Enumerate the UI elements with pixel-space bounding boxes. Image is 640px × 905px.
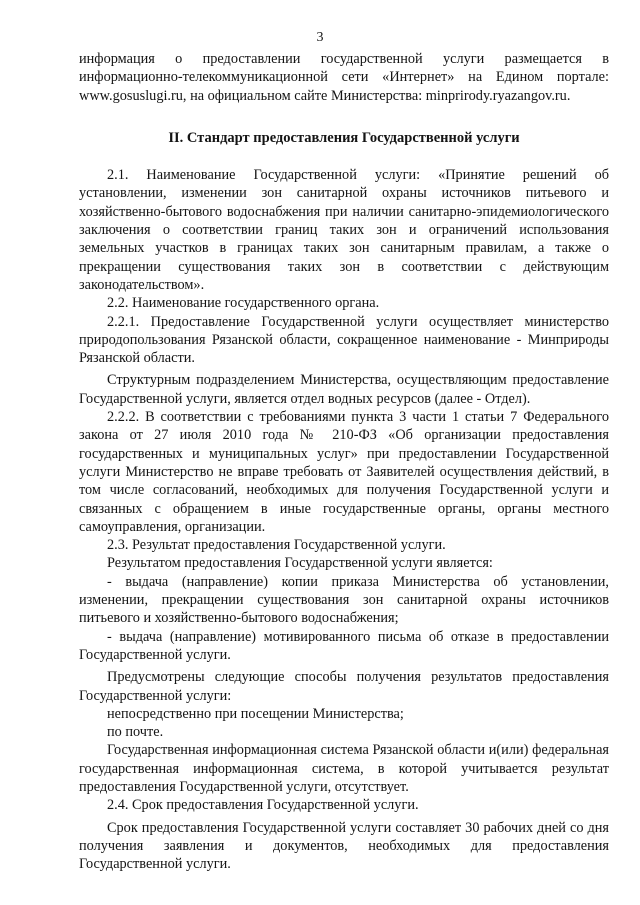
paragraph-result-intro: Результатом предоставления Государственной услуги является: <box>107 555 493 572</box>
paragraph-2-1: 2.1. Наименование Государственной услуги: «Принятие решений об установлении, изменении зон санитарной охраны источников питьевого и хозяйственно-бытового водоснабжения при наличии санитарно-эпидемиологического заключения о соответствии границ таких зон и ограничений использования земельных участков в границах таких зон санитарным правилам, а также о прекращении существования таких зон в соответствии с действующим законодательством». <box>79 167 609 293</box>
paragraph-method-1: непосредственно при посещении Министерства; <box>107 705 404 722</box>
paragraph-methods: Предусмотрены следующие способы получения результатов предоставления Государственной услуги: <box>79 669 609 704</box>
page-number: 3 <box>316 30 324 45</box>
document-body <box>79 50 609 873</box>
intro-paragraph: информация о предоставлении государственной услуги размещается в информационно-телекоммуникационной сети «Интернет» на Едином портале: www.gosuslugi.ru, на официальном сайте Министерства: minprirody.ryazangov.ru. <box>79 51 609 104</box>
section-title: II. Стандарт предоставления Государственной услуги <box>168 129 520 146</box>
paragraph-result-item-2: - выдача (направление) мотивированного письма об отказе в предоставлении Государственной услуги. <box>79 628 609 663</box>
paragraph-result-item-1: - выдача (направление) копии приказа Министерства об установлении, изменении, прекращении существования зон санитарной охраны источников питьевого и хозяйственно-бытового водоснабжения; <box>79 573 609 627</box>
paragraph-2-4: 2.4. Срок предоставления Государственной услуги. <box>107 797 419 814</box>
paragraph-gis: Государственная информационная система Рязанской области и(или) федеральная государственная информационная система, в которой учитывается результат предоставления Государственной услуги, отсутствует. <box>79 742 609 795</box>
paragraph-2-2-2: 2.2.2. В соответствии с требованиями пункта 3 части 1 статьи 7 Федерального закона от 27 июля 2010 года № 210-ФЗ «Об организации предоставления государственных и муниципальных услуг» при предоставлении Государственной услуги Министерство не вправе требовать от Заявителей осуществления действий, в том числе согласований, необходимых для получения Государственной услуги и связанных с обращением в иные государственные органы, органы местного самоуправления, организации. <box>79 409 609 535</box>
paragraph-2-2: 2.2. Наименование государственного органа. <box>107 295 380 312</box>
paragraph-2-3: 2.3. Результат предоставления Государственной услуги. <box>107 537 446 554</box>
paragraph-2-2-1: 2.2.1. Предоставление Государственной услуги осуществляет министерство природопользования Рязанской области, сокращенное наименование - Минприроды Рязанской области. <box>79 313 609 367</box>
paragraph-method-2: по почте. <box>107 724 164 741</box>
paragraph-term: Срок предоставления Государственной услуги составляет 30 рабочих дней со дня получения заявления и документов, необходимых для предоставления Государственной услуги. <box>79 819 609 873</box>
paragraph-structural-unit: Структурным подразделением Министерства, осуществляющим предоставление Государственной услуги, является отдел водных ресурсов (далее - Отдел). <box>79 372 609 407</box>
